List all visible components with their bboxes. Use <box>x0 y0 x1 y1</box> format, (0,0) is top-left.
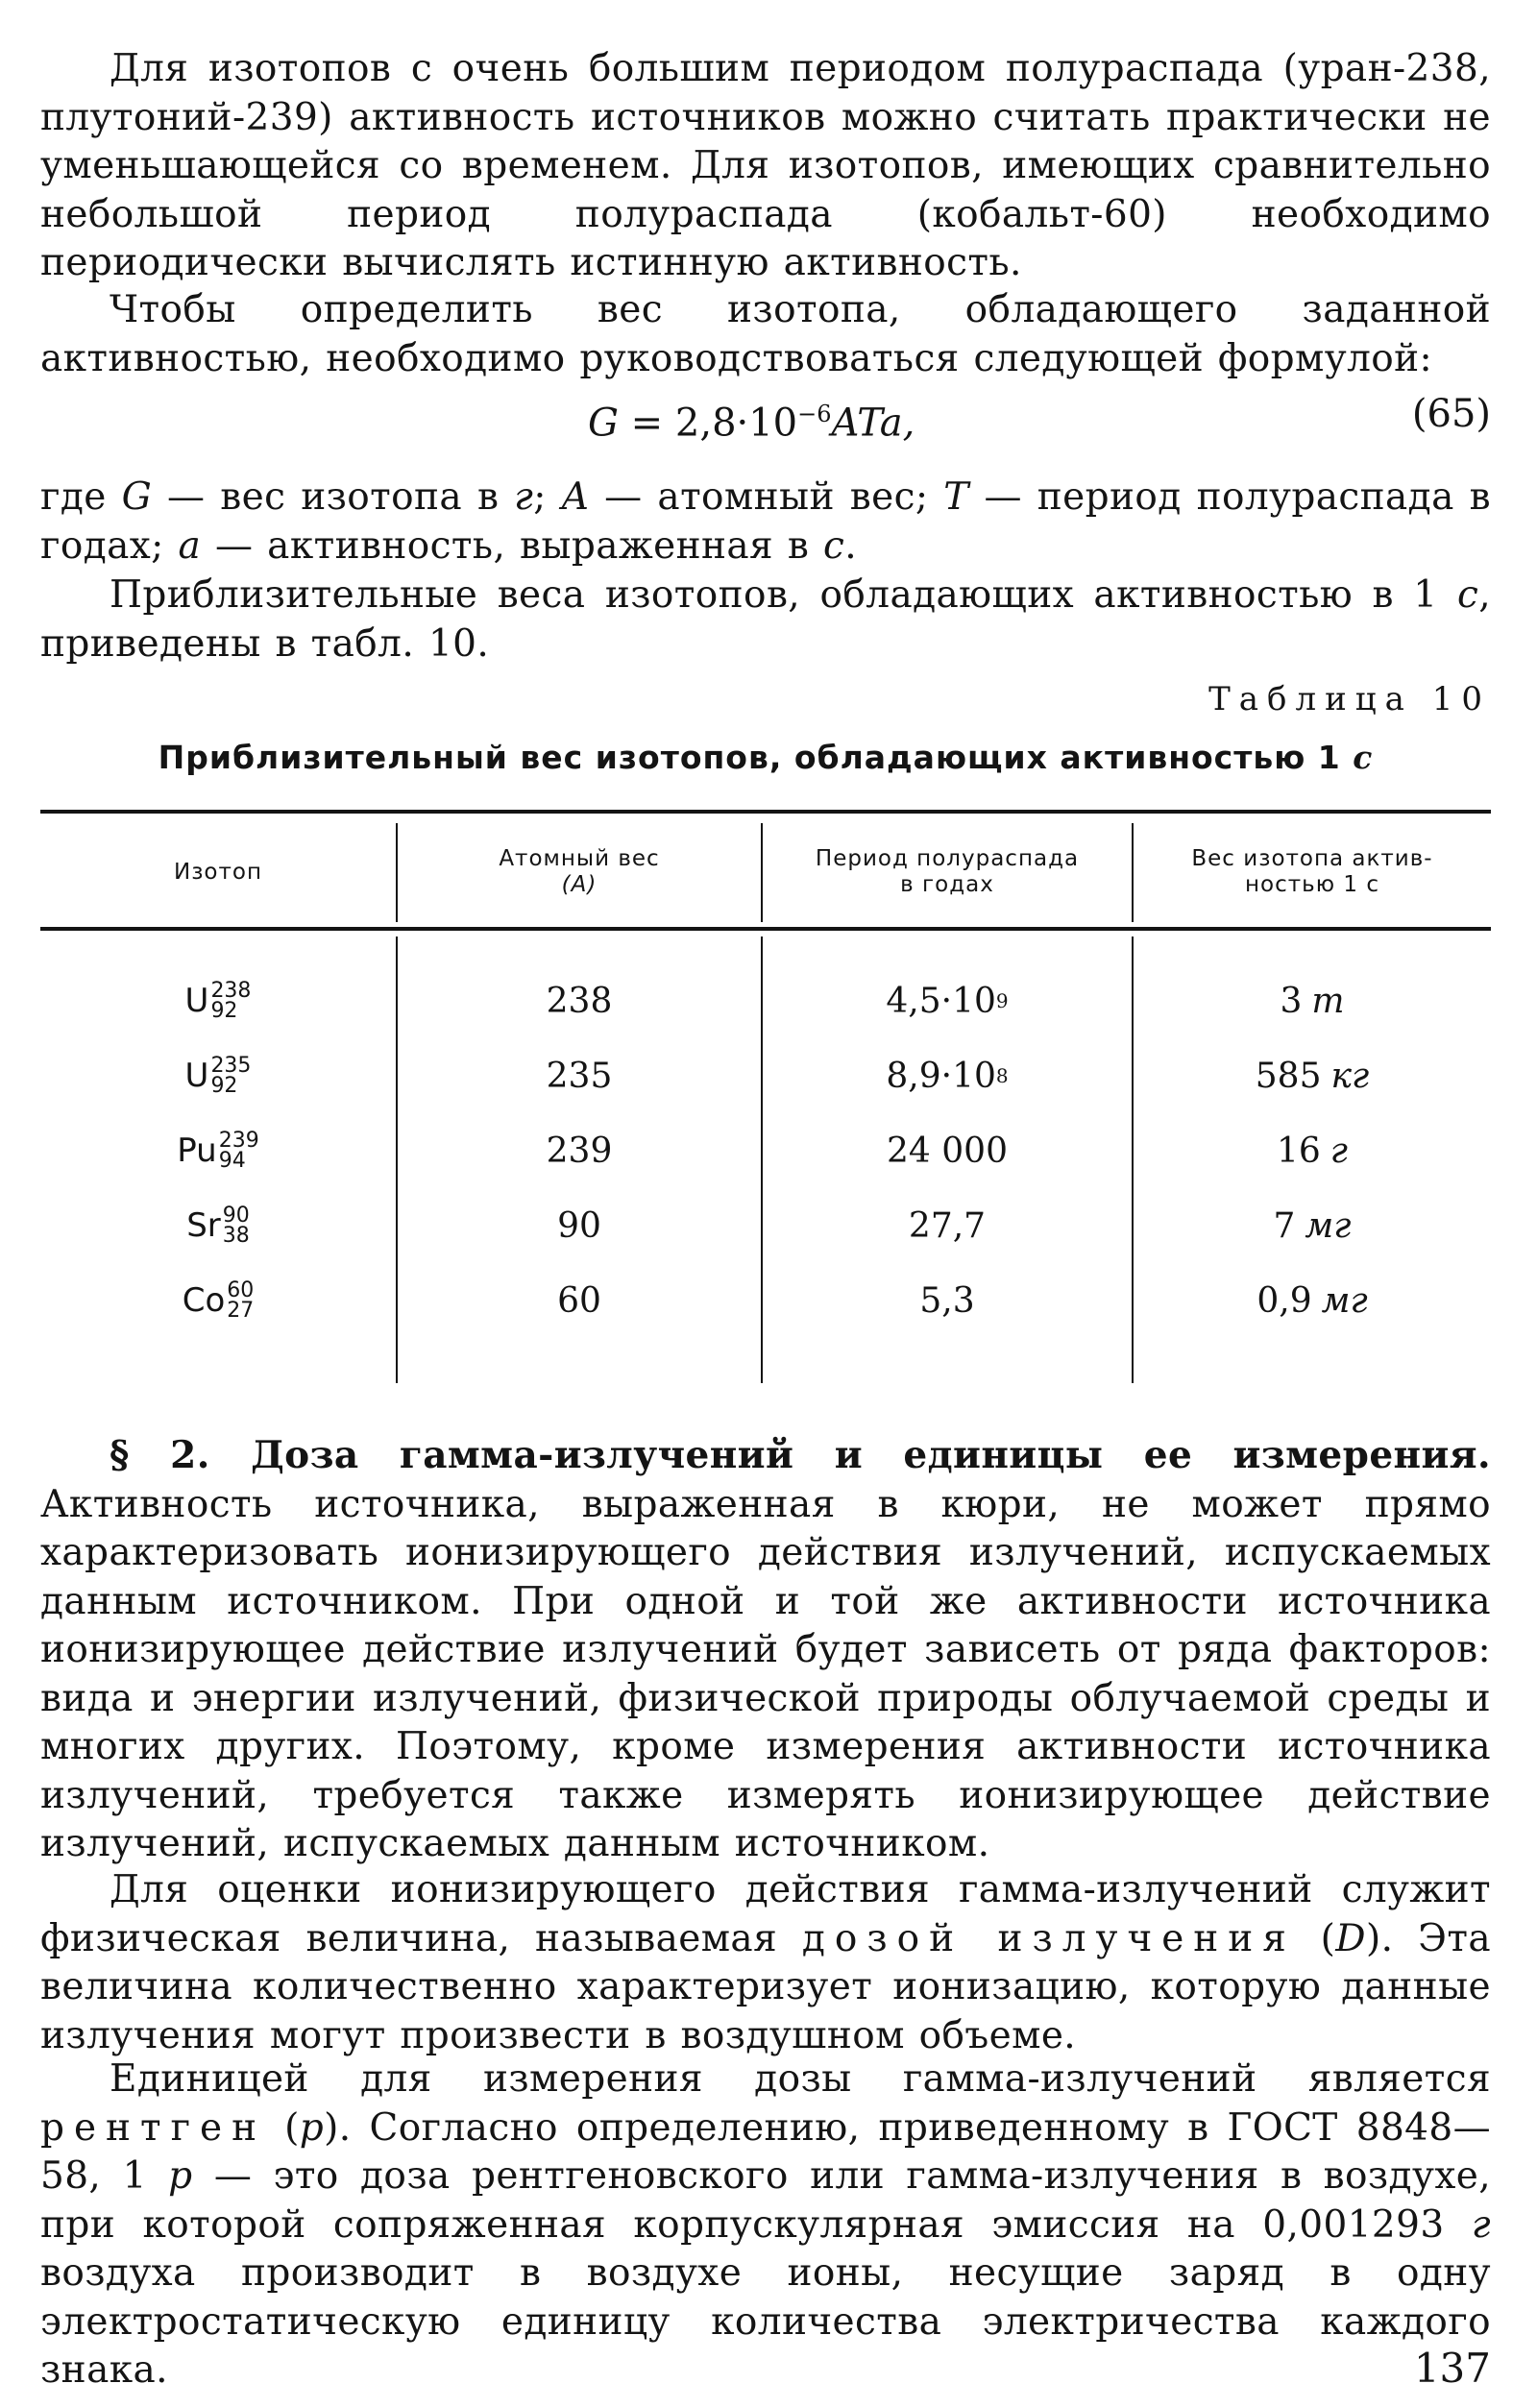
header-half-life: Период полураспада в годах <box>815 846 1080 897</box>
table-row-period: 5,3 <box>919 1280 975 1321</box>
header-isotope: Изотоп <box>173 859 262 885</box>
paragraph-formula-legend: где G — вес изотопа в г; A — атомный вес; T — период полураспада в годах; a — активность, выраженная в с. <box>40 475 1491 568</box>
table-row-isotope: Sr 90 38 <box>186 1204 250 1248</box>
table-row-isotope: Co 60 27 <box>182 1278 255 1323</box>
table-row-weight: 585 кг <box>1255 1056 1370 1096</box>
table-row-weight: 16 г <box>1276 1131 1348 1171</box>
paragraph-section-2: § 2. Доза гамма-излучений и единицы ее измерения. Активность источника, выраженная в кюри, не может прямо характеризовать ионизирующего действия излучений, испускаемых данным источником. При одной и той же активности источника ионизирующее действие излучений будет зависеть от ряда факторов: вида и энергии излучений, физической природы облучаемой среды и многих других. Поэтому, кроме измерения активности источника излучений, требуется также измерять ионизирующее действие излучений, испускаемых данным источником. <box>40 1433 1491 1865</box>
paragraph-dose-definition: Для оценки ионизирующего действия гамма-излучений служит физическая величина, называемая дозой излучения (D). Эта величина количественно характеризует ионизацию, которую данные излучения могут произвести в воздушном объеме. <box>40 1868 1491 2057</box>
table-row-weight: 7 мг <box>1273 1205 1352 1246</box>
table-row-mass: 235 <box>546 1056 613 1096</box>
header-atomic-mass: Атомный вес (A) <box>499 846 660 897</box>
table-header-rule <box>40 927 1491 931</box>
formula-number: (65) <box>1411 392 1491 436</box>
formula-expression: $G = 2,8\cdot 10^{-6}ATa$, <box>588 401 915 446</box>
table-row-isotope: U 238 92 <box>184 979 252 1023</box>
table-row-weight: 3 т <box>1280 981 1345 1021</box>
table-row-period: 27,7 <box>908 1205 987 1246</box>
table-row-period: 4,5·10 9 <box>886 981 1009 1021</box>
table-row-isotope: U 235 92 <box>184 1054 252 1098</box>
paragraph-formula-intro: Чтобы определить вес изотопа, обладающего заданной активностью, необходимо руководствоваться следующей формулой: <box>40 288 1491 380</box>
table-row-mass: 238 <box>546 981 613 1021</box>
table-row-period: 24 000 <box>887 1131 1008 1171</box>
table-row-mass: 239 <box>546 1131 613 1171</box>
section-heading: § 2. Доза гамма-излучений и единицы ее измерения. <box>110 1433 1491 1477</box>
formula-65 <box>40 389 1491 446</box>
paragraph-half-life-activity: Для изотопов с очень большим периодом полураспада (уран-238, плутоний-239) активность источников можно считать практически не уменьшающейся со временем. Для изотопов, имеющих сравнительно небольшой период полураспада (кобальт-60) необходимо периодически вычислять истинную активность. <box>40 47 1491 284</box>
page-number: 137 <box>1413 2345 1491 2392</box>
table-row-isotope: Pu 239 94 <box>177 1129 259 1173</box>
header-isotope-weight: Вес изотопа актив- ностью 1 с <box>1191 846 1433 897</box>
table-row-period: 8,9·10 8 <box>886 1056 1009 1096</box>
table-label: Таблица 10 <box>1208 680 1491 718</box>
table-row-weight: 0,9 мг <box>1256 1280 1368 1321</box>
table-row-mass: 90 <box>557 1205 601 1246</box>
table-title: Приблизительный вес изотопов, обладающих активностью 1 с <box>158 739 1374 776</box>
table-row-mass: 60 <box>557 1280 601 1321</box>
table-top-rule <box>40 810 1491 814</box>
paragraph-table-reference: Приблизительные веса изотопов, обладающих активностью в 1 с, приведены в табл. 10. <box>40 573 1491 666</box>
paragraph-roentgen-definition: Единицей для измерения дозы гамма-излучений является рентген (р). Согласно определению, приведенному в ГОСТ 8848—58, 1 р — это доза рентгеновского или гамма-излучения в воздухе, при которой сопряженная корпускулярная эмиссия на 0,001293 г воздуха производит в воздухе ионы, несущие заряд в одну электростатическую единицу количества электричества каждого знака. <box>40 2057 1491 2392</box>
